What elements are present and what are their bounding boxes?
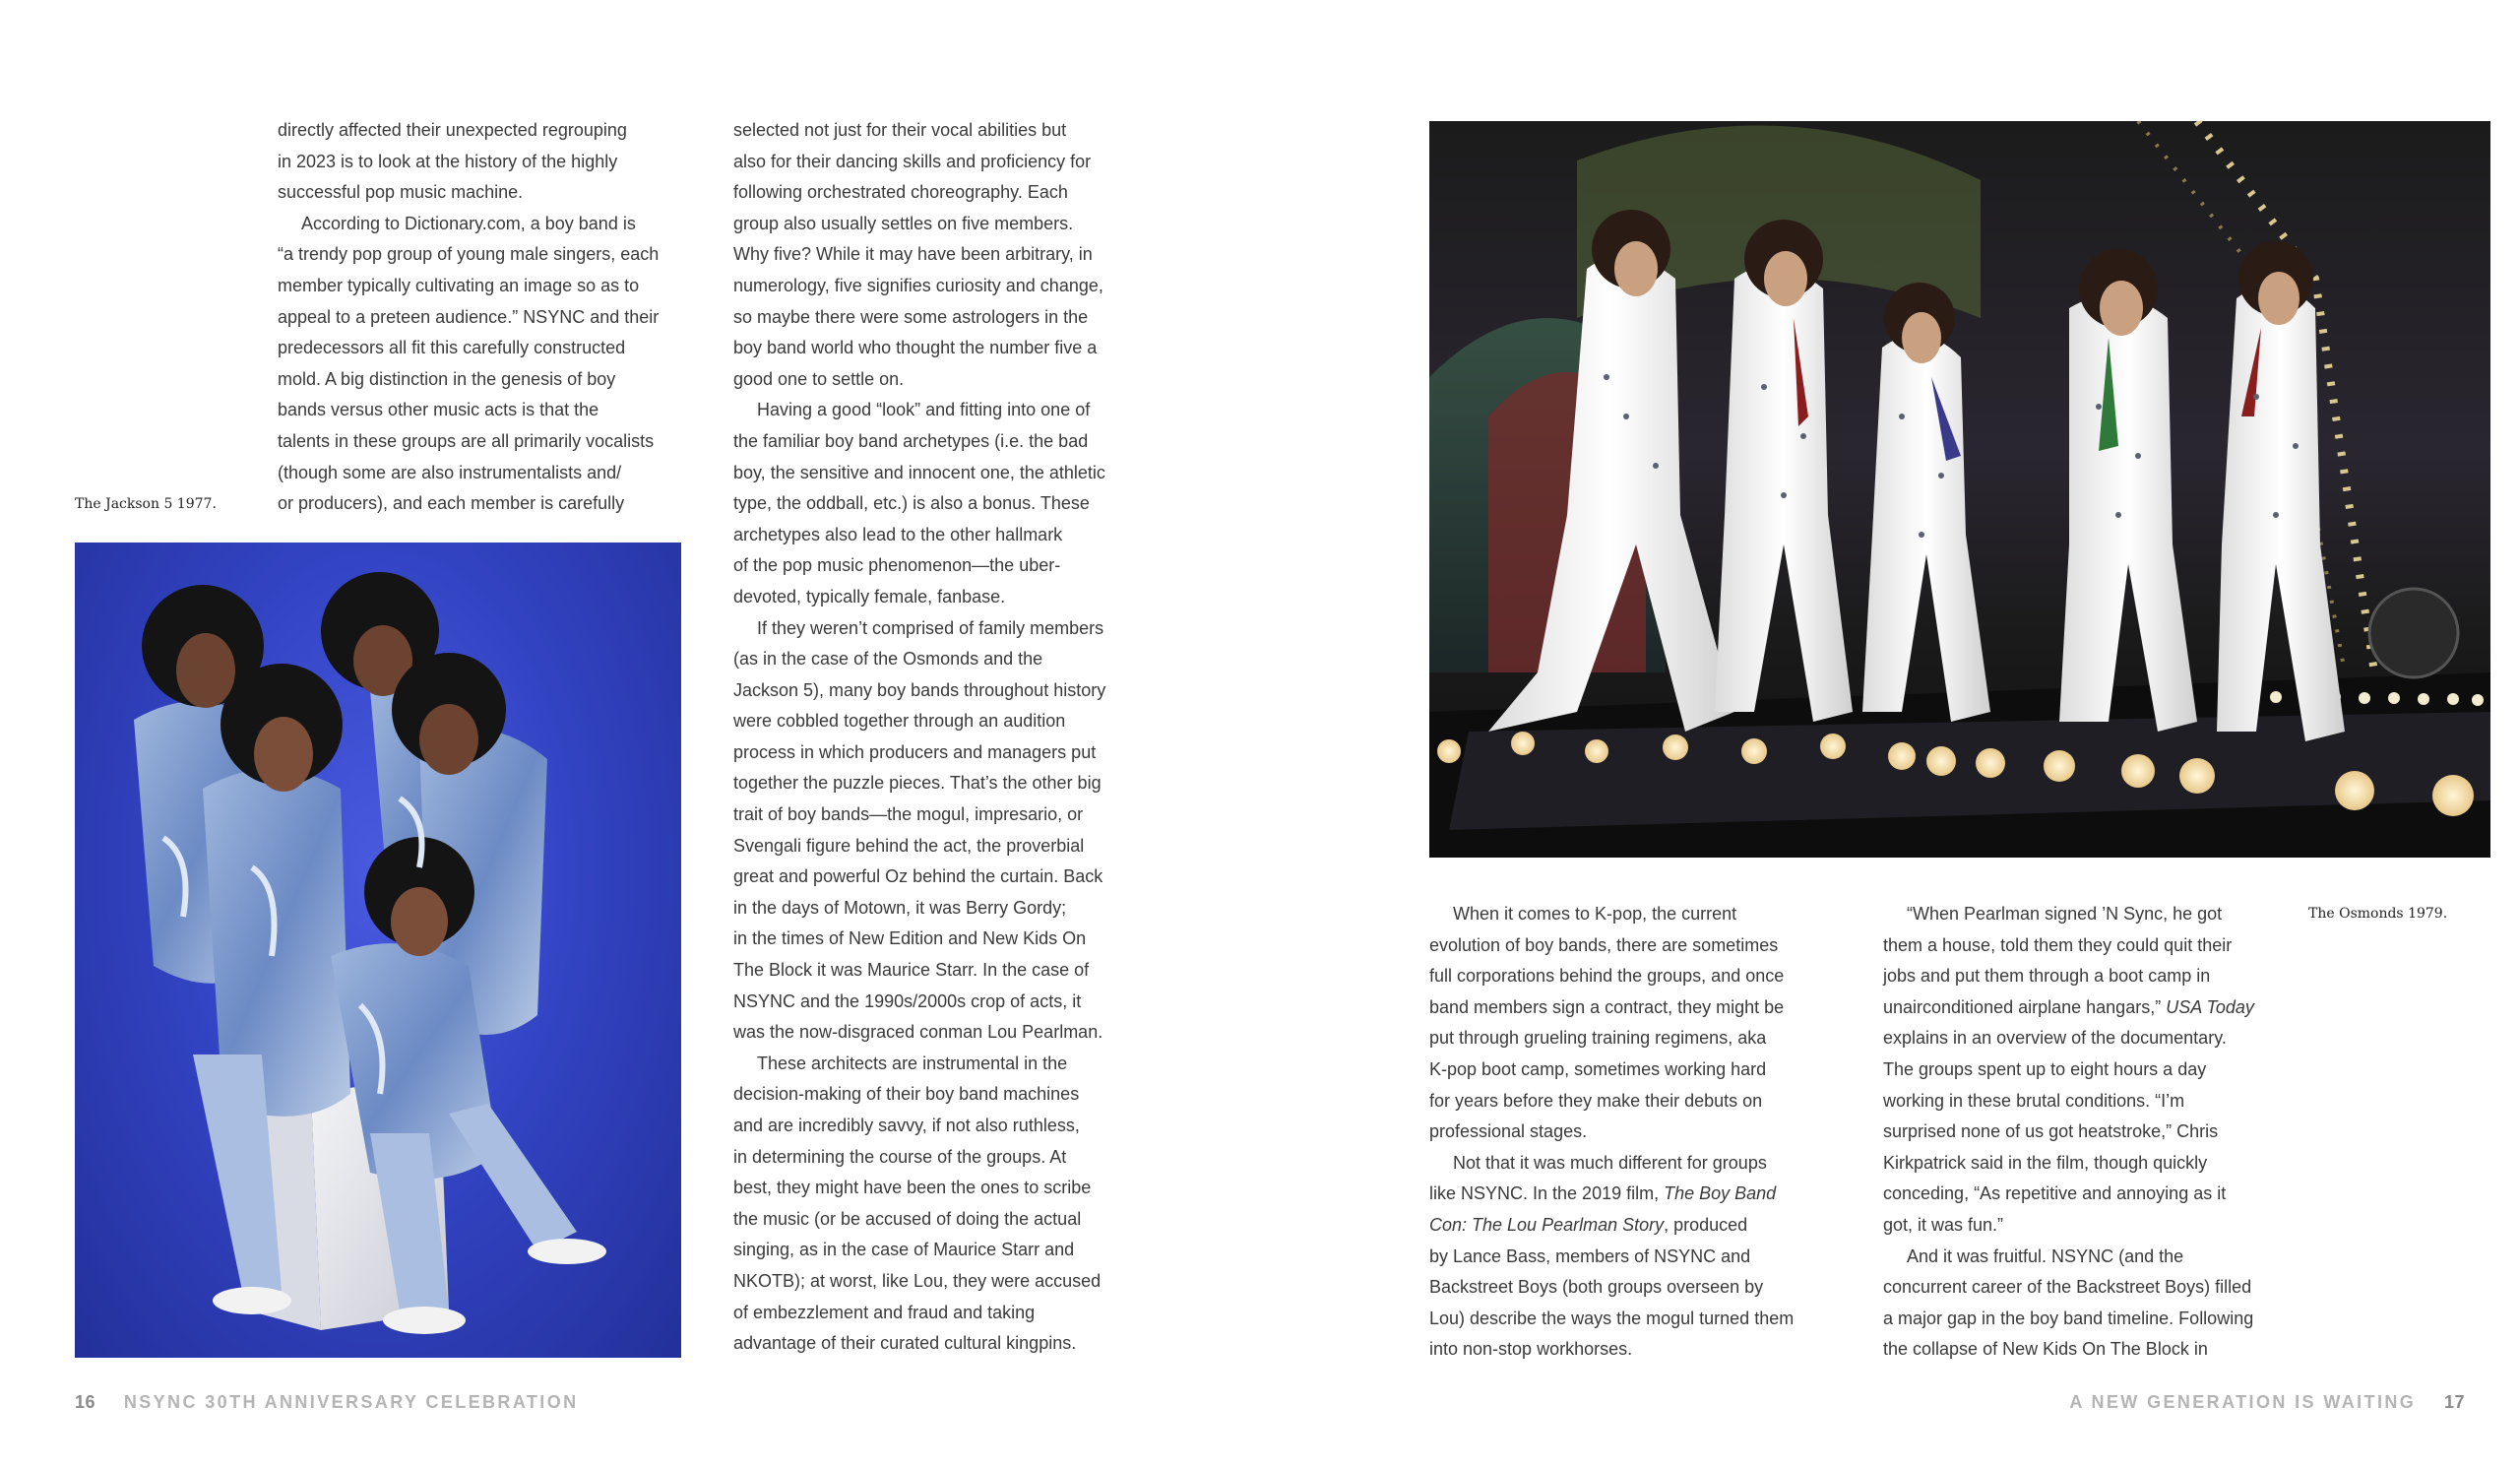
text-run: good one to settle on.	[733, 368, 905, 389]
text-run: Lou) describe the ways the mogul turned them	[1429, 1308, 1795, 1328]
text-run: decision-making of their boy band machines	[733, 1084, 1080, 1105]
text-run: Having a good “look” and fitting into one of	[757, 400, 1091, 420]
text-line	[733, 177, 1147, 209]
text-line	[278, 115, 691, 147]
text-line	[1883, 1242, 2297, 1273]
text-run: K-pop boot camp, sometimes working hard	[1429, 1058, 1767, 1079]
running-head-left: NSYNC 30TH ANNIVERSARY CELEBRATION	[123, 1392, 579, 1412]
text-line	[1429, 1242, 1843, 1273]
right-column-2	[1883, 899, 2297, 1366]
text-run: advantage of their curated cultural kingpins.	[733, 1333, 1077, 1354]
text-run: was the now-disgraced conman Lou Pearlman.	[733, 1022, 1103, 1043]
text-run: professional stages.	[1429, 1121, 1588, 1142]
text-run: for years before they make their debuts on	[1429, 1090, 1763, 1111]
text-run: concurrent career of the Backstreet Boys) filled	[1883, 1277, 2252, 1298]
text-line	[733, 737, 1147, 769]
italic-title: USA Today	[2166, 996, 2254, 1017]
text-line	[733, 395, 1147, 426]
text-line	[733, 955, 1147, 987]
text-run: of embezzlement and fraud and taking	[733, 1302, 1036, 1322]
text-run: Backstreet Boys (both groups overseen by	[1429, 1277, 1764, 1298]
text-line	[1429, 1023, 1843, 1054]
text-run: like NSYNC. In the 2019 film,	[1429, 1183, 1665, 1204]
text-run: The Block it was Maurice Starr. In the case of	[733, 960, 1090, 981]
text-run: trait of boy bands—the mogul, impresario, or	[733, 804, 1084, 825]
text-line	[733, 987, 1147, 1018]
right-page	[1260, 0, 2520, 1468]
text-line	[733, 1328, 1147, 1360]
text-line	[733, 426, 1147, 458]
text-run: the music (or be accused of doing the actual	[733, 1208, 1082, 1229]
text-line	[733, 1017, 1147, 1049]
text-run: NSYNC and the 1990s/2000s crop of acts, it	[733, 990, 1082, 1011]
text-line	[278, 271, 691, 302]
text-line	[1429, 930, 1843, 962]
text-run: archetypes also lead to the other hallmark	[733, 524, 1063, 544]
text-line	[1883, 1086, 2297, 1117]
text-run: group also usually settles on five members.	[733, 213, 1074, 233]
text-run: a major gap in the boy band timeline. Following	[1883, 1308, 2254, 1328]
text-run: , produced	[1664, 1214, 1748, 1235]
text-line	[1429, 992, 1843, 1024]
text-line	[733, 644, 1147, 675]
text-line	[733, 613, 1147, 645]
text-run: When it comes to K-pop, the current	[1453, 904, 1737, 924]
text-run: together the puzzle pieces. That’s the other big	[733, 773, 1102, 794]
text-run: process in which producers and managers put	[733, 741, 1097, 762]
text-line	[1429, 1304, 1843, 1335]
text-run: best, they might have been the ones to scribe	[733, 1178, 1092, 1198]
text-line	[1883, 1148, 2297, 1180]
text-line	[1883, 1272, 2297, 1304]
text-run: successful pop music machine.	[278, 182, 524, 203]
text-run: NKOTB); at worst, like Lou, they were accused	[733, 1270, 1102, 1291]
text-run: into non-stop workhorses.	[1429, 1339, 1633, 1360]
text-line	[733, 893, 1147, 925]
text-line	[733, 1049, 1147, 1080]
text-line	[1429, 1117, 1843, 1148]
text-run: If they weren’t comprised of family members	[757, 617, 1104, 638]
text-run: talents in these groups are all primarily vocalists	[278, 430, 655, 451]
text-line	[733, 520, 1147, 551]
text-run: “a trendy pop group of young male singers, each	[278, 244, 660, 265]
text-run: appeal to a preteen audience.” NSYNC and their	[278, 306, 660, 327]
text-line	[278, 395, 691, 426]
text-line	[278, 239, 691, 271]
jackson5-caption: The Jackson 5 1977.	[75, 496, 217, 512]
text-line	[1883, 1210, 2297, 1242]
italic-title: Con: The Lou Pearlman Story	[1429, 1214, 1665, 1235]
text-run: or producers), and each member is carefully	[278, 493, 625, 514]
jackson5-illustration	[75, 543, 681, 1358]
text-run: predecessors all fit this carefully constructed	[278, 338, 626, 358]
text-line	[733, 1079, 1147, 1111]
text-run: devoted, typically female, fanbase.	[733, 586, 1006, 606]
text-line	[278, 426, 691, 458]
text-run: surprised none of us got heatstroke,” Chris	[1883, 1121, 2219, 1142]
text-run: member typically cultivating an image so as to	[278, 275, 640, 295]
text-line	[733, 768, 1147, 799]
text-line	[733, 831, 1147, 862]
text-line	[733, 239, 1147, 271]
text-line	[278, 364, 691, 396]
text-run: conceding, “As repetitive and annoying as it	[1883, 1183, 2227, 1204]
text-line	[1429, 961, 1843, 992]
text-run: Svengali figure behind the act, the proverbial	[733, 835, 1085, 856]
osmonds-illustration	[1429, 121, 2490, 858]
text-line	[1883, 1054, 2297, 1086]
text-run: in the days of Motown, it was Berry Gordy;	[733, 897, 1067, 918]
text-line	[1429, 1334, 1843, 1366]
text-line	[733, 550, 1147, 582]
text-line	[1883, 1334, 2297, 1366]
text-run: directly affected their unexpected regrouping	[278, 120, 627, 140]
text-run: explains in an overview of the documentary.	[1883, 1028, 2227, 1049]
text-run: Jackson 5), many boy bands throughout history	[733, 679, 1106, 700]
text-run: were cobbled together through an audition	[733, 711, 1066, 732]
text-line	[278, 302, 691, 334]
text-line	[1429, 899, 1843, 930]
text-run: full corporations behind the groups, and once	[1429, 966, 1785, 987]
text-line	[1883, 1179, 2297, 1210]
text-run: boy, the sensitive and innocent one, the athletic	[733, 462, 1105, 482]
text-run: According to Dictionary.com, a boy band is	[301, 213, 636, 233]
text-run: jobs and put them through a boot camp in	[1883, 966, 2211, 987]
text-run: in determining the course of the groups. At	[733, 1146, 1067, 1167]
text-line	[1883, 899, 2297, 930]
text-run: them a house, told them they could quit their	[1883, 934, 2233, 955]
text-run: following orchestrated choreography. Each	[733, 182, 1068, 203]
osmonds-photo	[1429, 121, 2490, 858]
text-line	[1429, 1148, 1843, 1180]
text-line	[278, 147, 691, 178]
text-line	[1883, 930, 2297, 962]
text-run: band members sign a contract, they might be	[1429, 996, 1785, 1017]
text-line	[733, 799, 1147, 831]
text-run: also for their dancing skills and proficiency for	[733, 151, 1092, 171]
text-line	[733, 364, 1147, 396]
italic-title: The Boy Band	[1664, 1183, 1777, 1204]
text-line	[733, 1204, 1147, 1236]
text-line	[733, 1173, 1147, 1204]
page-number-right: 17	[2443, 1392, 2465, 1412]
text-run: great and powerful Oz behind the curtain. Back	[733, 866, 1103, 887]
text-run: the collapse of New Kids On The Block in	[1883, 1339, 2208, 1360]
right-footer	[2069, 1392, 2465, 1413]
text-line	[733, 333, 1147, 364]
text-line	[1429, 1086, 1843, 1117]
text-run: working in these brutal conditions. “I’m	[1883, 1090, 2185, 1111]
text-run: in 2023 is to look at the history of the highly	[278, 151, 618, 171]
text-line	[1429, 1054, 1843, 1086]
left-column-2	[733, 115, 1147, 1360]
text-run: bands versus other music acts is that the	[278, 400, 599, 420]
text-run: singing, as in the case of Maurice Starr and	[733, 1240, 1075, 1260]
text-line	[733, 209, 1147, 240]
text-line	[733, 862, 1147, 893]
text-line	[733, 302, 1147, 334]
text-line	[278, 333, 691, 364]
text-run: mold. A big distinction in the genesis of boy	[278, 368, 616, 389]
text-line	[733, 706, 1147, 737]
text-line	[1883, 1023, 2297, 1054]
text-line	[1883, 992, 2297, 1024]
text-run: boy band world who thought the number five a	[733, 338, 1098, 358]
text-run: got, it was fun.”	[1883, 1214, 2004, 1235]
text-run: of the pop music phenomenon—the uber-	[733, 555, 1061, 576]
page-number-left: 16	[75, 1392, 96, 1412]
text-run: The groups spent up to eight hours a day	[1883, 1058, 2207, 1079]
jackson5-photo	[75, 543, 681, 1358]
text-run: (though some are also instrumentalists and/	[278, 462, 622, 482]
text-line	[733, 115, 1147, 147]
text-line	[733, 1142, 1147, 1174]
text-run: “When Pearlman signed ’N Sync, he got	[1907, 904, 2223, 924]
text-line	[1883, 1117, 2297, 1148]
text-run: numerology, five signifies curiosity and change,	[733, 275, 1103, 295]
text-line	[733, 458, 1147, 489]
text-run: (as in the case of the Osmonds and the	[733, 649, 1043, 670]
text-line	[1429, 1272, 1843, 1304]
text-run: And it was fruitful. NSYNC (and the	[1907, 1245, 2184, 1266]
text-run: These architects are instrumental in the	[757, 1053, 1068, 1073]
text-run: Not that it was much different for groups	[1453, 1152, 1767, 1173]
text-run: unairconditioned airplane hangars,”	[1883, 996, 2167, 1017]
right-column-1	[1429, 899, 1843, 1366]
text-line	[1429, 1210, 1843, 1242]
text-run: in the times of New Edition and New Kids On	[733, 928, 1087, 949]
text-line	[733, 488, 1147, 520]
text-line	[733, 1298, 1147, 1329]
text-line	[278, 488, 691, 520]
text-run: evolution of boy bands, there are sometimes	[1429, 934, 1779, 955]
text-run: by Lance Bass, members of NSYNC and	[1429, 1245, 1751, 1266]
text-line	[733, 1266, 1147, 1298]
text-run: selected not just for their vocal abilities but	[733, 120, 1067, 140]
text-line	[1883, 961, 2297, 992]
text-line	[1429, 1179, 1843, 1210]
text-line	[278, 209, 691, 240]
text-line	[278, 177, 691, 209]
text-line	[733, 924, 1147, 955]
text-run: the familiar boy band archetypes (i.e. the bad	[733, 430, 1089, 451]
text-run: Kirkpatrick said in the film, though quickly	[1883, 1152, 2208, 1173]
text-run: type, the oddball, etc.) is also a bonus. These	[733, 493, 1090, 514]
text-run: put through grueling training regimens, aka	[1429, 1028, 1767, 1049]
running-head-right: A NEW GENERATION IS WAITING	[2069, 1392, 2417, 1412]
text-run: Why five? While it may have been arbitrary, in	[733, 244, 1093, 265]
text-run: and are incredibly savvy, if not also ruthless,	[733, 1116, 1080, 1135]
text-line	[733, 271, 1147, 302]
text-line	[1883, 1304, 2297, 1335]
text-line	[733, 675, 1147, 707]
left-column-1	[278, 115, 691, 520]
osmonds-caption: The Osmonds 1979.	[2308, 906, 2448, 922]
text-line	[278, 458, 691, 489]
text-line	[733, 1235, 1147, 1266]
text-line	[733, 147, 1147, 178]
text-run: so maybe there were some astrologers in the	[733, 306, 1089, 327]
text-line	[733, 582, 1147, 613]
left-footer	[75, 1392, 579, 1413]
text-line	[733, 1111, 1147, 1142]
